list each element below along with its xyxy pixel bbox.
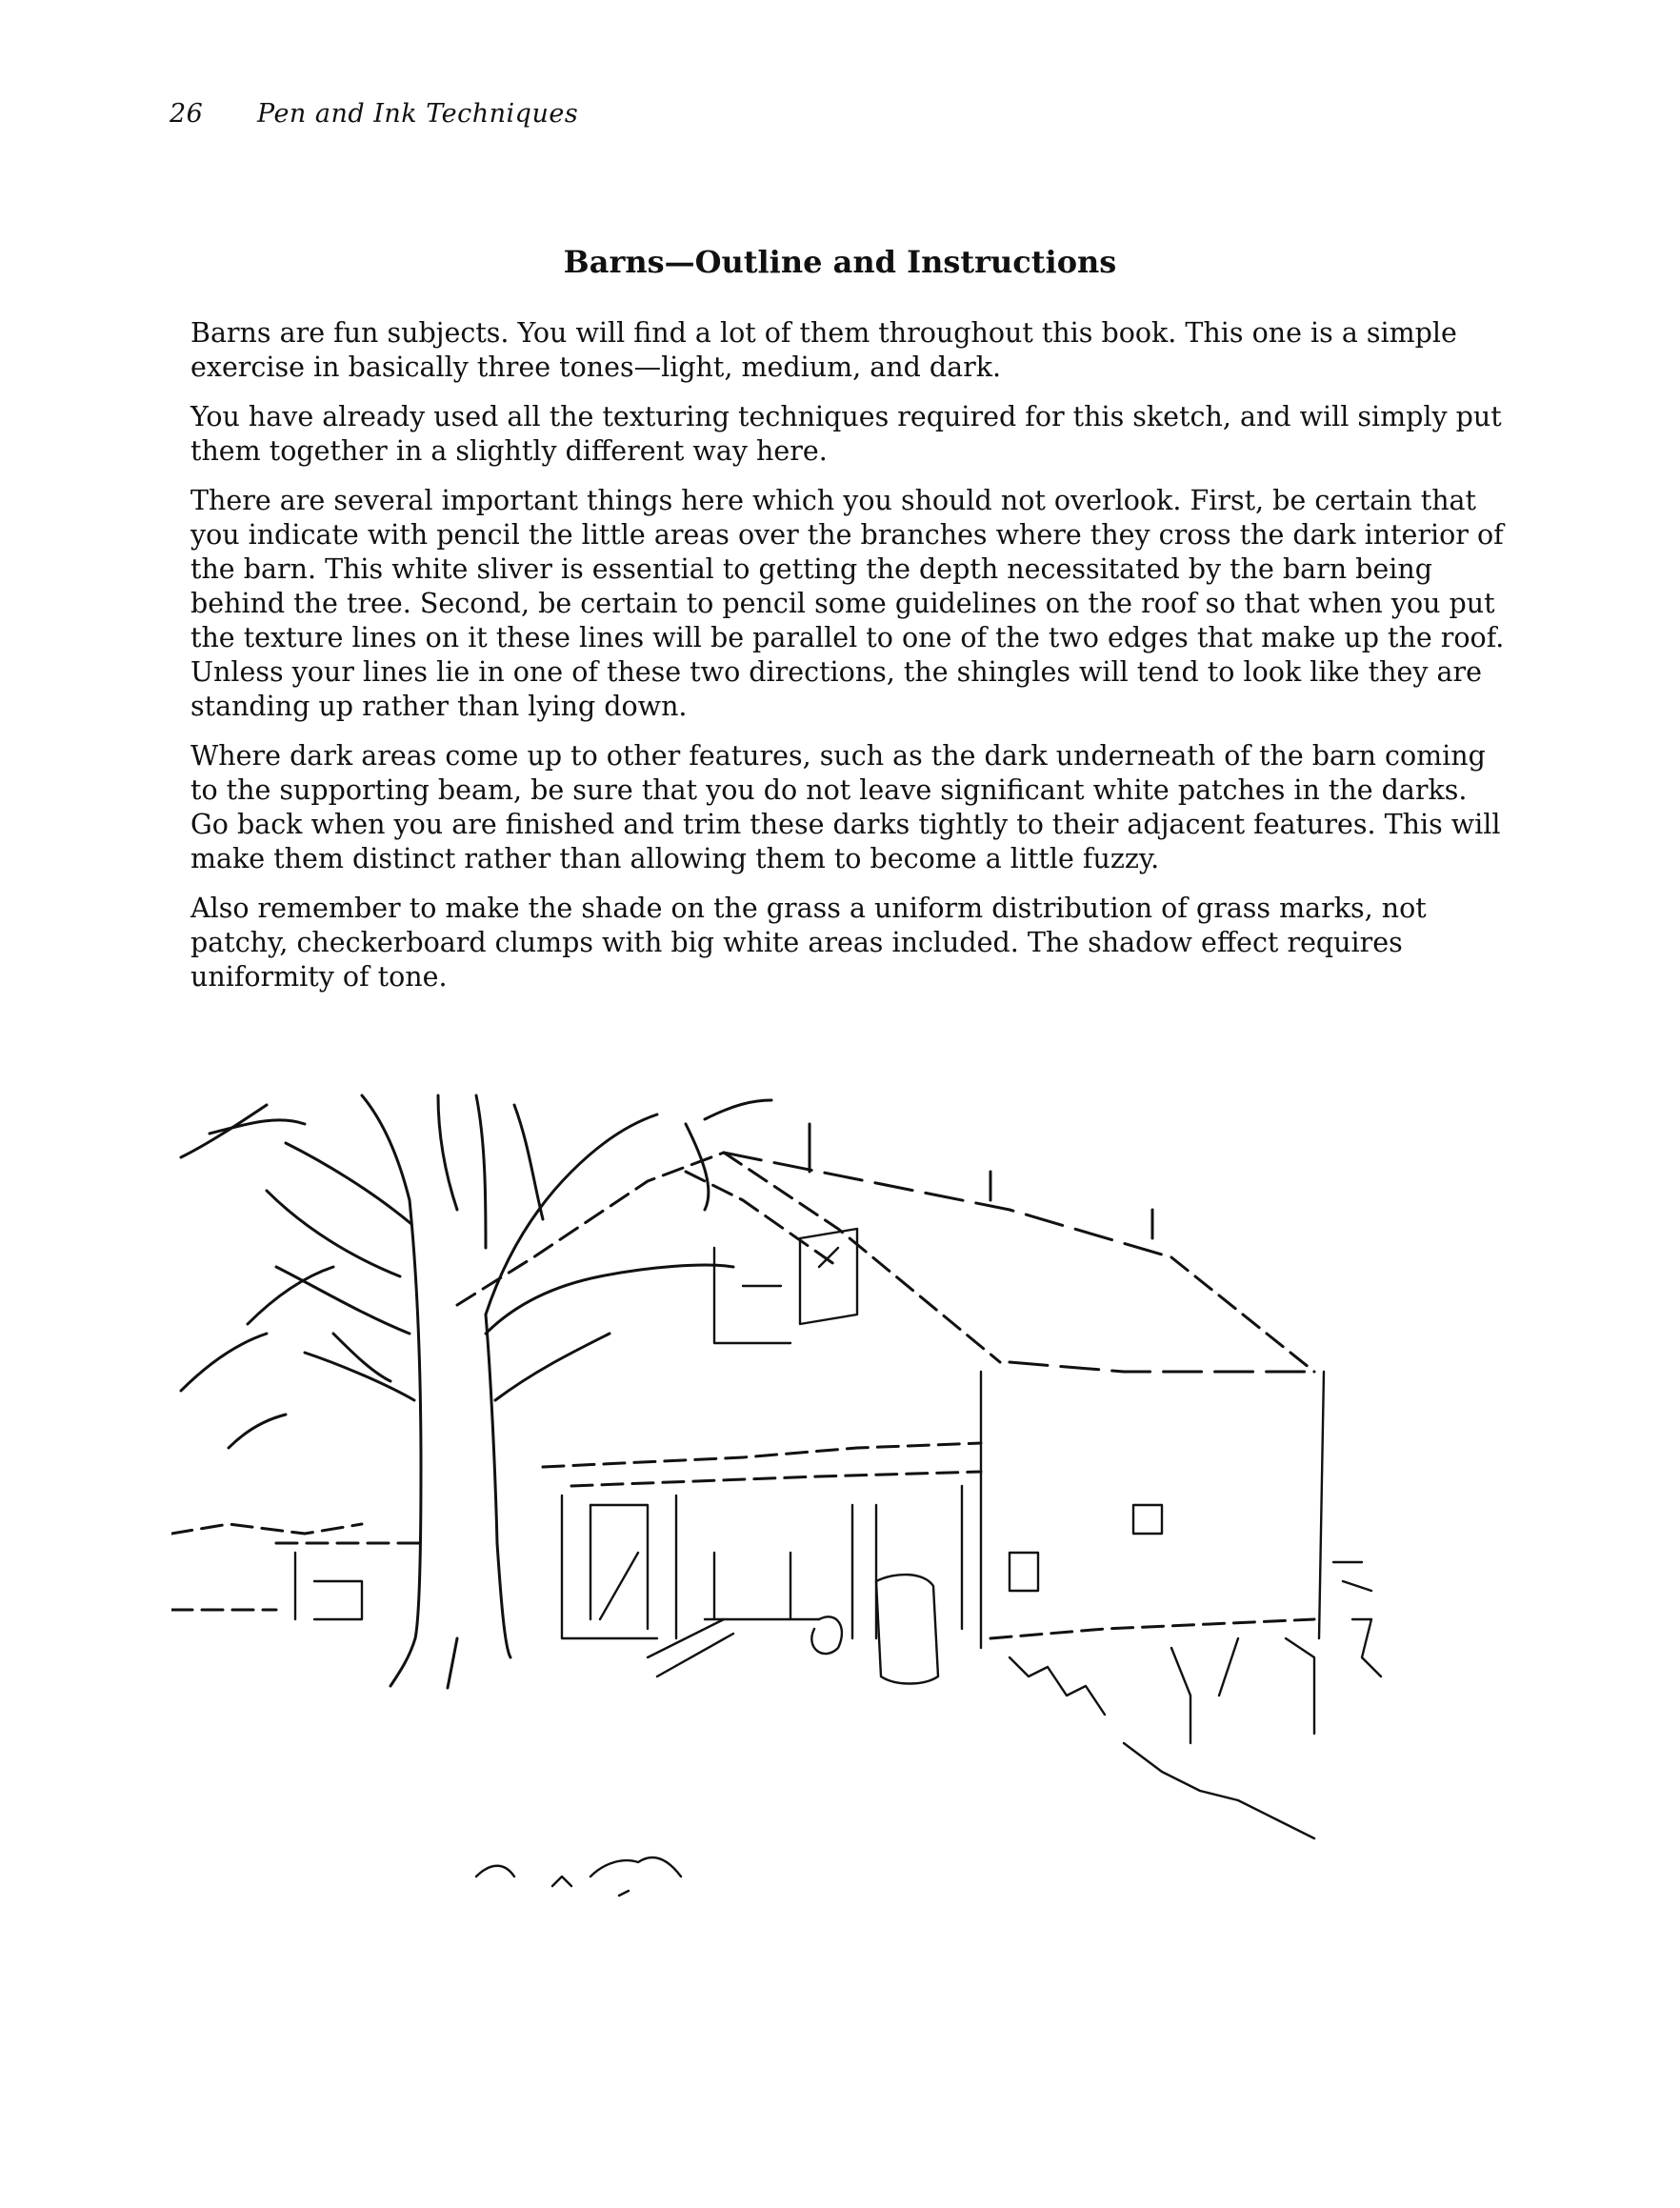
grass-marks	[476, 1562, 1381, 1896]
wagon-and-barrel	[648, 1553, 938, 1684]
paragraph: Also remember to make the shade on the grass a uniform distribution of grass marks, not patchy, checkerboard clumps with big white areas included. The shadow effect requires uniformity of tone.	[190, 893, 1427, 993]
paragraph: Barns are fun subjects. You will find a lot of them throughout this book. This one is a simple exercise in basically three tones—light, medium, and dark.	[190, 317, 1457, 383]
shed	[171, 1524, 419, 1619]
paragraph: There are several important things here which you should not overlook. First, be certain that you indicate with pencil the little areas over the branches where they cross the dark interior of the barn. This white sliver is essential to getting the depth necessitated by the barn being behind the tree. Second, be certain to pencil some guidelines on the roof so that when you put the texture lines on it these lines will be parallel to one of the two edges that make up the roof. Unless your lines lie in one of these two directions, the shingles will tend to look like they are standing up rather than lying down.	[190, 485, 1505, 722]
page-number: 26	[170, 99, 204, 129]
paragraph: You have already used all the texturing techniques required for this sketch, and will simply put them together in a slightly different way here.	[190, 401, 1502, 467]
running-title: Pen and Ink Techniques	[257, 99, 579, 129]
paragraph: Where dark areas come up to other features, such as the dark underneath of the barn coming to the supporting beam, be sure that you do not leave significant white patches in the darks. Go back when you are finished and trim these darks tightly to their adjacent features. This will make them distinct rather than allowing them to become a little fuzzy.	[190, 740, 1501, 874]
barn-roof	[457, 1124, 1314, 1372]
loft-door	[714, 1229, 857, 1343]
barn-outline-drawing	[171, 1086, 1448, 1924]
tree-outline	[181, 1095, 771, 1688]
barn-walls	[543, 1372, 1324, 1743]
body-text	[190, 316, 1505, 1010]
section-title: Barns—Outline and Instructions	[563, 244, 1117, 280]
running-head	[170, 99, 578, 129]
